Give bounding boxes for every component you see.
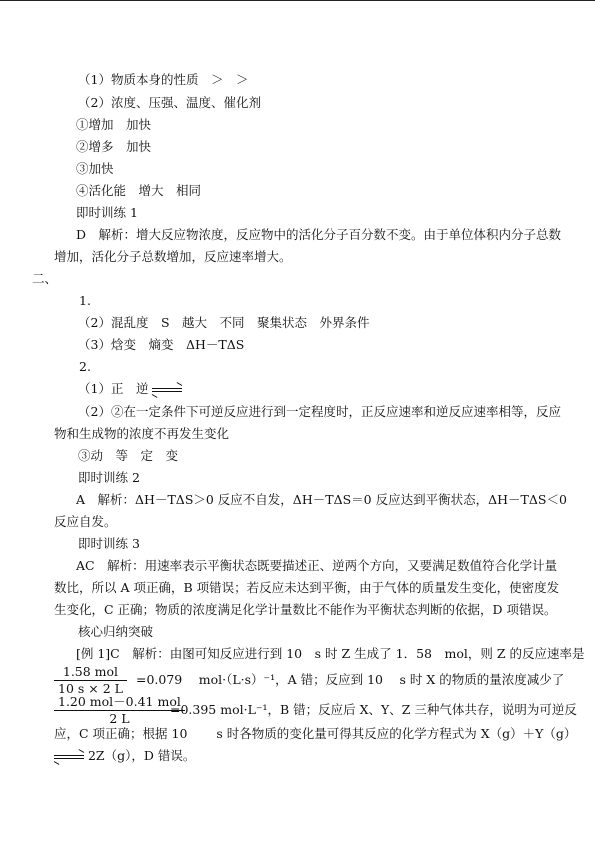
fraction-denominator: 2 L bbox=[109, 711, 130, 726]
section-heading: 核心归纳突破 bbox=[78, 624, 154, 639]
reversible-arrow-icon bbox=[54, 754, 84, 760]
paragraph-line: 物和生成物的浓度不再发生变化 bbox=[54, 426, 230, 441]
paragraph-line: 应，C 项正确；根据 10 s 时各物质的变化量可得其反应的化学方程式为 X（g）＋Y（g） bbox=[54, 726, 577, 741]
fraction bbox=[54, 694, 185, 727]
section-heading: 即时训练 2 bbox=[78, 470, 140, 485]
text-line: ③加快 bbox=[76, 161, 114, 176]
text-line: （1）物质本身的性质 ＞ ＞ bbox=[78, 72, 249, 87]
fraction bbox=[54, 664, 127, 697]
section-heading: 即时训练 1 bbox=[76, 205, 138, 220]
text-line: （3）焓变 熵变 ΔH－TΔS bbox=[78, 337, 245, 352]
section-number: 二、 bbox=[32, 271, 58, 286]
text-line: ②增多 加快 bbox=[76, 139, 152, 154]
text-line: ③动 等 定 变 bbox=[78, 448, 179, 463]
paragraph-line: [例 1]C 解析：由图可知反应进行到 10 s 时 Z 生成了 1．58 mol，则 Z 的反应速率是 bbox=[76, 646, 585, 661]
item-number: 2. bbox=[79, 359, 91, 374]
paragraph-line: 增加，活化分子总数增加，反应速率增大。 bbox=[54, 249, 292, 264]
fraction-numerator: 1.58 mol bbox=[54, 664, 127, 681]
fraction-numerator: 1.20 mol－0.41 mol bbox=[54, 694, 185, 711]
paragraph-line: =0.395 mol·L⁻¹，B 错；反应后 X、Y、Z 三种气体共存，说明为可逆反 bbox=[170, 702, 577, 717]
paragraph-line: D 解析：增大反应物浓度，反应物中的活化分子百分数不变。由于单位体积内分子总数 bbox=[76, 227, 562, 242]
paragraph-line: （2）②在一定条件下可逆反应进行到一定程度时，正反应速率和逆反应速率相等，反应 bbox=[78, 404, 561, 419]
text-span: 2Z（g），D 错误。 bbox=[87, 748, 196, 763]
text-line: （2）混乱度 S 越大 不同 聚集状态 外界条件 bbox=[78, 315, 370, 330]
text-line: ①增加 加快 bbox=[76, 117, 152, 132]
paragraph-line: A 解析：ΔH－TΔS＞0 反应不自发，ΔH－TΔS＝0 反应达到平衡状态，ΔH－TΔS＜0 bbox=[76, 492, 567, 507]
text-line: ④活化能 增大 相同 bbox=[76, 183, 202, 198]
reversible-arrow-icon bbox=[152, 387, 182, 393]
item-number: 1. bbox=[79, 293, 91, 308]
paragraph-line: AC 解析：用速率表示平衡状态既要描述正、逆两个方向，又要满足数值符合化学计量 bbox=[76, 558, 558, 573]
fraction-denominator: 10 s × 2 L bbox=[58, 681, 123, 696]
text-line: （2）浓度、压强、温度、催化剂 bbox=[78, 95, 261, 110]
text-line bbox=[78, 379, 182, 399]
text-line bbox=[54, 746, 195, 766]
paragraph-line: =0.079 mol·（L·s）⁻¹，A 错；反应到 10 s 时 X 的物质的量浓度减少了 bbox=[136, 672, 565, 687]
paragraph-line: 反应自发。 bbox=[54, 514, 117, 529]
paragraph-line: 数比，所以 A 项正确，B 项错误；若反应未达到平衡，由于气体的质量发生变化，使密度发 bbox=[54, 580, 560, 595]
section-heading: 即时训练 3 bbox=[78, 536, 140, 551]
text-span: （1）正 逆 bbox=[78, 381, 149, 396]
paragraph-line: 生变化，C 正确；物质的浓度满足化学计量数比不能作为平衡状态判断的依据，D 项错误。 bbox=[54, 602, 557, 617]
